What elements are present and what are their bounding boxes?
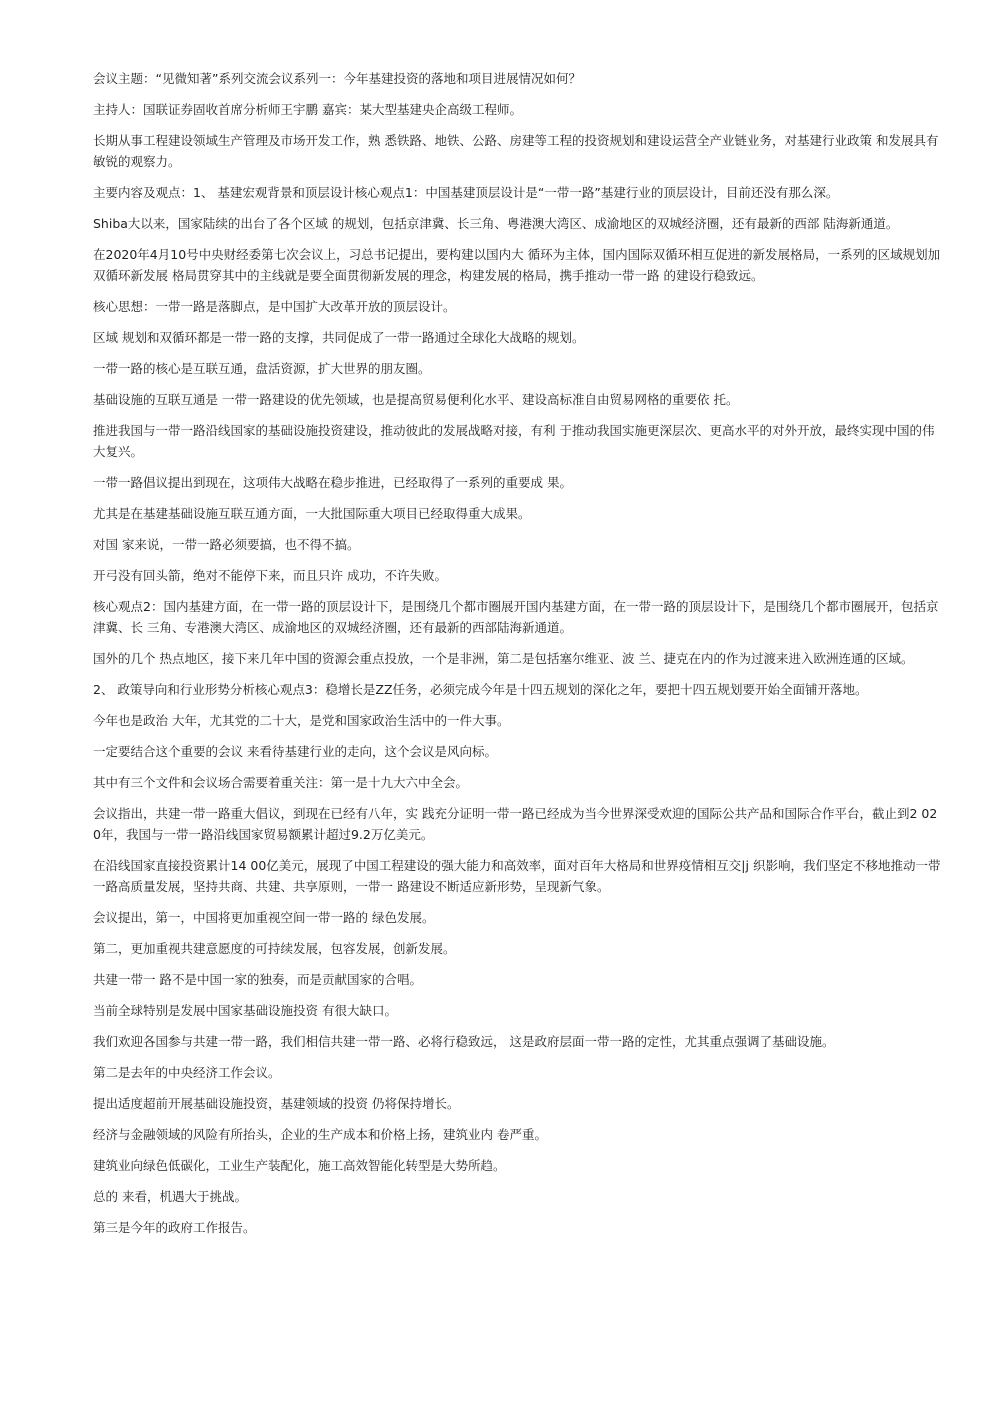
paragraph: 今年也是政治 大年，尤其党的二十大，是党和国家政治生活中的一件大事。 bbox=[93, 713, 510, 728]
paragraph: 总的 来看，机遇大于挑战。 bbox=[93, 1189, 247, 1204]
paragraph: Shiba大以来，国家陆续的出台了各个区域 的规划，包括京津冀、长三角、粤港澳大湾区、成渝地区的双城经济圈，还有最新的西部 陆海新通道。 bbox=[93, 216, 899, 231]
paragraph: 我们欢迎各国参与共建一带一路，我们相信共建一带一路、必将行稳致远， 这是政府层面一带一路的定性，尤其重点强调了基础设施。 bbox=[93, 1034, 835, 1049]
paragraph: 核心观点2：国内基建方面，在一带一路的顶层设计下，是围绕几个都市圈展开国内基建方面，在一带一路的顶层设计下，是围绕几个都市圈展开，包括京津冀、长 三角、专港澳大湾区、成渝地区的双城经济圈，还有最新的西部陆海新通道。 bbox=[93, 599, 939, 635]
paragraph: 一带一路倡议提出到现在，这项伟大战略在稳步推进，已经取得了一系列的重要成 果。 bbox=[93, 475, 572, 490]
paragraph: 共建一带一 路不是中国一家的独奏，而是贡献国家的合唱。 bbox=[93, 972, 422, 987]
paragraph: 第二是去年的中央经济工作会议。 bbox=[93, 1065, 281, 1080]
paragraph: 其中有三个文件和会议场合需要着重关注：第一是十九大六中全会。 bbox=[93, 775, 469, 790]
paragraph: 尤其是在基建基础设施互联互通方面，一大批国际重大项目已经取得重大成果。 bbox=[93, 506, 531, 521]
paragraph: 建筑业向绿色低碳化，工业生产装配化，施工高效智能化转型是大势所趋。 bbox=[93, 1158, 506, 1173]
paragraph: 对国 家来说，一带一路必须要搞，也不得不搞。 bbox=[93, 537, 360, 552]
paragraph: 在沿线国家直接投资累计14 00亿美元，展现了中国工程建设的强大能力和高效率，面对百年大格局和世界疫情相互交|j 织影响，我们坚定不移地推动一带一路高质量发展，坚持共商、共建、共享原则，一带一 路建设不断适应新形势，呈现新气象。 bbox=[93, 858, 941, 894]
paragraph: 会议提出，第一，中国将更加重视空间一带一路的 绿色发展。 bbox=[93, 910, 435, 925]
paragraph: 当前全球特别是发展中国家基础设施投资 有很大缺口。 bbox=[93, 1003, 397, 1018]
paragraph: 开弓没有回头箭，绝对不能停下来，而且只许 成功，不许失败。 bbox=[93, 568, 447, 583]
paragraph: 一带一路的核心是互联互通，盘活资源，扩大世界的朋友圈。 bbox=[93, 361, 431, 376]
paragraph: 基础设施的互联互通是 一带一路建设的优先领域，也是提高贸易便利化水平、建设高标准自由贸易网格的重要依 托。 bbox=[93, 392, 739, 407]
main-content-heading: 主要内容及观点：1、 基建宏观背景和顶层设计核心观点1：中国基建顶层设计是“一带一路”基建行业的顶层设计，目前还没有那么深。 bbox=[93, 185, 839, 200]
paragraph: 提出适度超前开展基础设施投资，基建领域的投资 仍将保持增长。 bbox=[93, 1096, 460, 1111]
guest-background: 长期从事工程建设领域生产管理及市场开发工作，熟 悉铁路、地铁、公路、房建等工程的投资规划和建设运营全产业链业务，对基建行业政策 和发展具有敏锐的观察力。 bbox=[93, 133, 939, 169]
document-body bbox=[93, 68, 945, 1248]
host-and-guest: 主持人：国联证券固收首席分析师王宇鹏 嘉宾：某大型基建央企高级工程师。 bbox=[93, 102, 522, 117]
meeting-topic: 会议主题：“见微知著”系列交流会议系列一：今年基建投资的落地和项目进展情况如何？ bbox=[93, 71, 581, 86]
paragraph: 第二，更加重视共建意愿度的可持续发展，包容发展，创新发展。 bbox=[93, 941, 456, 956]
paragraph: 经济与金融领域的风险有所抬头，企业的生产成本和价格上扬，建筑业内 卷严重。 bbox=[93, 1127, 547, 1142]
paragraph: 在2020年4月10号中央财经委第七次会议上，习总书记提出，要构建以国内大 循环为主体，国内国际双循环相互促进的新发展格局，一系列的区域规划加双循环新发展 格局贯穿其中的主线就是要全面贯彻新发展的理念，构建发展的格局，携手推动一带一路 的建设行稳致远。 bbox=[93, 247, 941, 283]
section-heading-2: 2、 政策导向和行业形势分析核心观点3：稳增长是ZZ任务，必须完成今年是十四五规划的深化之年，要把十四五规划要开始全面铺开落地。 bbox=[93, 682, 868, 697]
paragraph: 国外的几个 热点地区，接下来几年中国的资源会重点投放，一个是非洲，第二是包括塞尔维亚、波 兰、捷克在内的作为过渡来进入欧洲连通的区域。 bbox=[93, 651, 914, 666]
paragraph: 会议指出，共建一带一路重大倡议，到现在已经有八年，实 践充分证明一带一路已经成为当今世界深受欢迎的国际公共产品和国际合作平台，截止到2 020年，我国与一带一路沿线国家贸易额累计超过9.2万亿美元。 bbox=[93, 806, 938, 842]
paragraph: 一定要结合这个重要的会议 来看待基建行业的走向，这个会议是风向标。 bbox=[93, 744, 497, 759]
paragraph: 区域 规划和双循环都是一带一路的支撑，共同促成了一带一路通过全球化大战略的规划。 bbox=[93, 330, 585, 345]
paragraph: 推进我国与一带一路沿线国家的基础设施投资建设，推动彼此的发展战略对接，有利 于推动我国实施更深层次、更高水平的对外开放，最终实现中国的伟大复兴。 bbox=[93, 423, 935, 459]
paragraph: 核心思想：一带一路是落脚点，是中国扩大改革开放的顶层设计。 bbox=[93, 299, 456, 314]
paragraph: 第三是今年的政府工作报告。 bbox=[93, 1220, 256, 1235]
